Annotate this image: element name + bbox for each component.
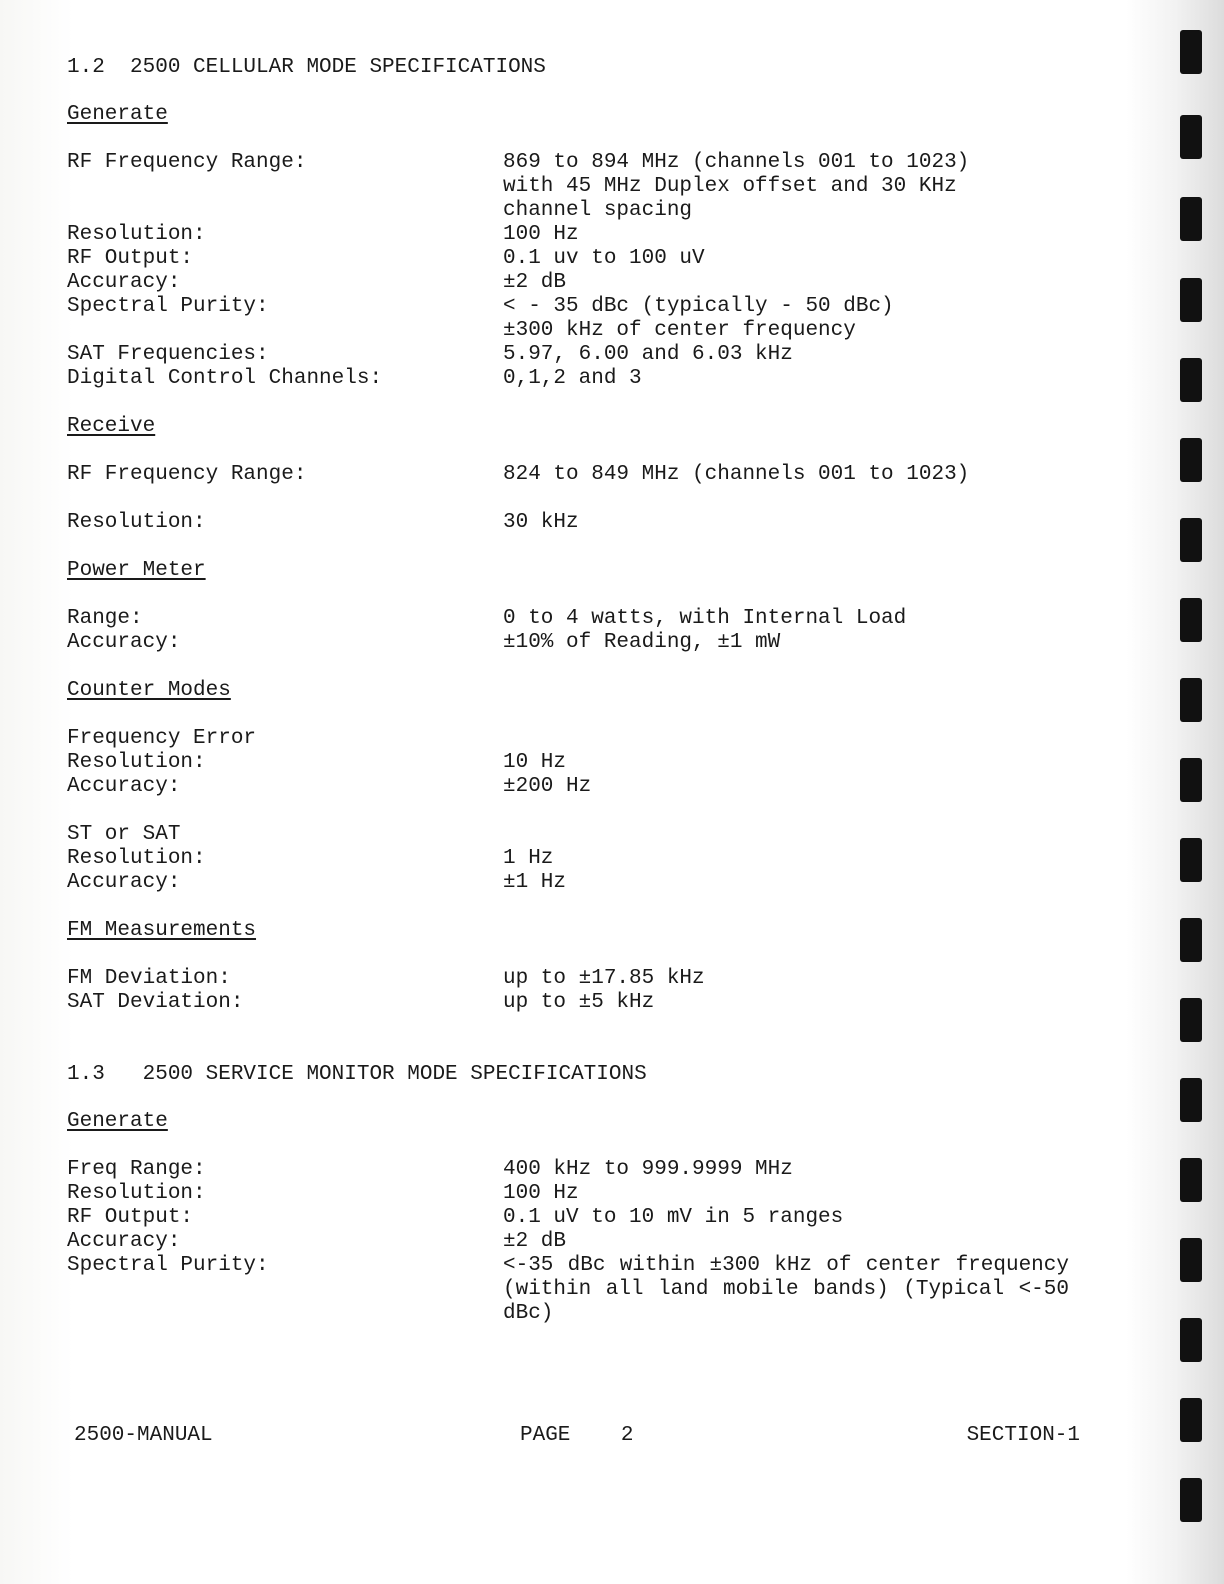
spec-label: Range: <box>67 607 143 630</box>
spec-row <box>67 727 1077 751</box>
spec-value: <-35 dBc within ±300 kHz of center frequency (within all land mobile bands) (Typical <-50 dBc) <box>503 1254 1069 1325</box>
spec-row <box>67 847 1077 871</box>
generate-heading: Generate <box>67 1110 168 1133</box>
binding-hole <box>1180 998 1202 1042</box>
spacer <box>67 535 1077 559</box>
spec-row <box>67 991 1077 1015</box>
footer-page-number: PAGE 2 <box>520 1424 634 1447</box>
section-1-2-title: 1.2 2500 CELLULAR MODE SPECIFICATIONS <box>67 56 546 79</box>
spec-row <box>67 1206 1077 1230</box>
binding-hole <box>1180 1078 1202 1122</box>
spec-value: 5.97, 6.00 and 6.03 kHz <box>503 343 793 366</box>
spec-row <box>67 367 1077 391</box>
spec-label: Accuracy: <box>67 775 181 798</box>
spec-label: Accuracy: <box>67 631 181 654</box>
spec-label: Accuracy: <box>67 871 181 894</box>
spec-label: Resolution: <box>67 511 206 534</box>
spec-value: ±200 Hz <box>503 775 592 798</box>
spec-row <box>67 271 1077 295</box>
spec-value: 0,1,2 and 3 <box>503 367 642 390</box>
binding-hole <box>1180 438 1202 482</box>
spec-row <box>67 775 1077 799</box>
spec-label: Spectral Purity: <box>67 295 269 318</box>
spec-row <box>67 751 1077 775</box>
spec-row <box>67 871 1077 895</box>
section-1-3-title: 1.3 2500 SERVICE MONITOR MODE SPECIFICATIONS <box>67 1063 647 1086</box>
binding-edge <box>1180 0 1210 1584</box>
binding-hole <box>1180 598 1202 642</box>
spec-row <box>67 247 1077 271</box>
spec-value: < - 35 dBc (typically - 50 dBc) ±300 kHz of center frequency <box>503 295 894 342</box>
spec-row <box>67 607 1077 631</box>
binding-hole <box>1180 1158 1202 1202</box>
binding-hole <box>1180 678 1202 722</box>
spec-row <box>67 343 1077 367</box>
spec-label: FM Deviation: <box>67 967 231 990</box>
spec-row <box>67 295 1077 343</box>
spec-row <box>67 967 1077 991</box>
spec-label: Accuracy: <box>67 271 181 294</box>
binding-hole <box>1180 1238 1202 1282</box>
spec-label: Frequency Error <box>67 727 257 750</box>
spec-label: RF Frequency Range: <box>67 463 307 486</box>
spec-label: Resolution: <box>67 751 206 774</box>
binding-hole <box>1180 918 1202 962</box>
spec-value: 0.1 uv to 100 uV <box>503 247 705 270</box>
spacer <box>67 799 1077 823</box>
spacer <box>67 487 1077 511</box>
spec-label: ST or SAT <box>67 823 181 846</box>
spec-row <box>67 823 1077 847</box>
fm-measurements-heading: FM Measurements <box>67 919 257 942</box>
footer-manual-id: 2500-MANUAL <box>74 1424 213 1447</box>
spec-row <box>67 511 1077 535</box>
spacer <box>67 1039 1077 1063</box>
binding-hole <box>1180 278 1202 322</box>
footer-section: SECTION-1 <box>966 1424 1080 1447</box>
spec-label: RF Output: <box>67 1206 194 1229</box>
spec-row <box>67 463 1077 487</box>
binding-hole <box>1180 1398 1202 1442</box>
receive-heading: Receive <box>67 415 156 438</box>
power-meter-heading: Power Meter <box>67 559 206 582</box>
spec-value: 400 kHz to 999.9999 MHz <box>503 1158 793 1181</box>
spec-value <box>503 727 1077 751</box>
spec-value: 100 Hz <box>503 223 579 246</box>
spacer <box>67 655 1077 679</box>
spec-value: 869 to 894 MHz (channels 001 to 1023) with 45 MHz Duplex offset and 30 KHz channel spacing <box>503 151 970 222</box>
spec-label: Accuracy: <box>67 1230 181 1253</box>
spec-value: 0.1 uV to 10 mV in 5 ranges <box>503 1206 844 1229</box>
spec-row <box>67 1158 1077 1182</box>
spec-label: SAT Frequencies: <box>67 343 269 366</box>
spacer <box>67 1015 1077 1039</box>
spec-row <box>67 151 1077 223</box>
spec-value: 824 to 849 MHz (channels 001 to 1023) <box>503 463 970 486</box>
spec-label: RF Frequency Range: <box>67 151 307 174</box>
spec-value: up to ±5 kHz <box>503 991 655 1014</box>
spacer <box>67 895 1077 919</box>
binding-hole <box>1180 758 1202 802</box>
spec-label: Resolution: <box>67 847 206 870</box>
spec-value <box>503 823 1077 847</box>
spec-value: up to ±17.85 kHz <box>503 967 705 990</box>
spec-row <box>67 223 1077 247</box>
counter-modes-heading: Counter Modes <box>67 679 231 702</box>
spec-value: 30 kHz <box>503 511 579 534</box>
spacer <box>67 391 1077 415</box>
spec-label: Resolution: <box>67 223 206 246</box>
binding-hole <box>1180 1318 1202 1362</box>
spec-label: Resolution: <box>67 1182 206 1205</box>
spec-label: Spectral Purity: <box>67 1254 269 1277</box>
generate-heading: Generate <box>67 103 168 126</box>
spec-label: Digital Control Channels: <box>67 367 383 390</box>
spec-label: SAT Deviation: <box>67 991 244 1014</box>
binding-hole <box>1180 358 1202 402</box>
spec-label: Freq Range: <box>67 1158 206 1181</box>
spec-row <box>67 1182 1077 1206</box>
binding-hole <box>1180 838 1202 882</box>
spec-value: ±10% of Reading, ±1 mW <box>503 631 781 654</box>
spec-content <box>67 56 1077 1326</box>
spec-value: ±1 Hz <box>503 871 567 894</box>
spec-value: ±2 dB <box>503 271 567 294</box>
spec-row <box>67 1230 1077 1254</box>
binding-hole <box>1180 115 1202 159</box>
binding-hole <box>1180 518 1202 562</box>
spec-label: RF Output: <box>67 247 194 270</box>
spec-row <box>67 1254 1077 1326</box>
spec-row <box>67 631 1077 655</box>
binding-hole <box>1180 197 1202 241</box>
spec-value: ±2 dB <box>503 1230 567 1253</box>
binding-hole <box>1180 30 1202 74</box>
binding-hole <box>1180 1478 1202 1522</box>
spec-value: 10 Hz <box>503 751 567 774</box>
spec-value: 100 Hz <box>503 1182 579 1205</box>
spec-value: 1 Hz <box>503 847 554 870</box>
spec-value: 0 to 4 watts, with Internal Load <box>503 607 907 630</box>
